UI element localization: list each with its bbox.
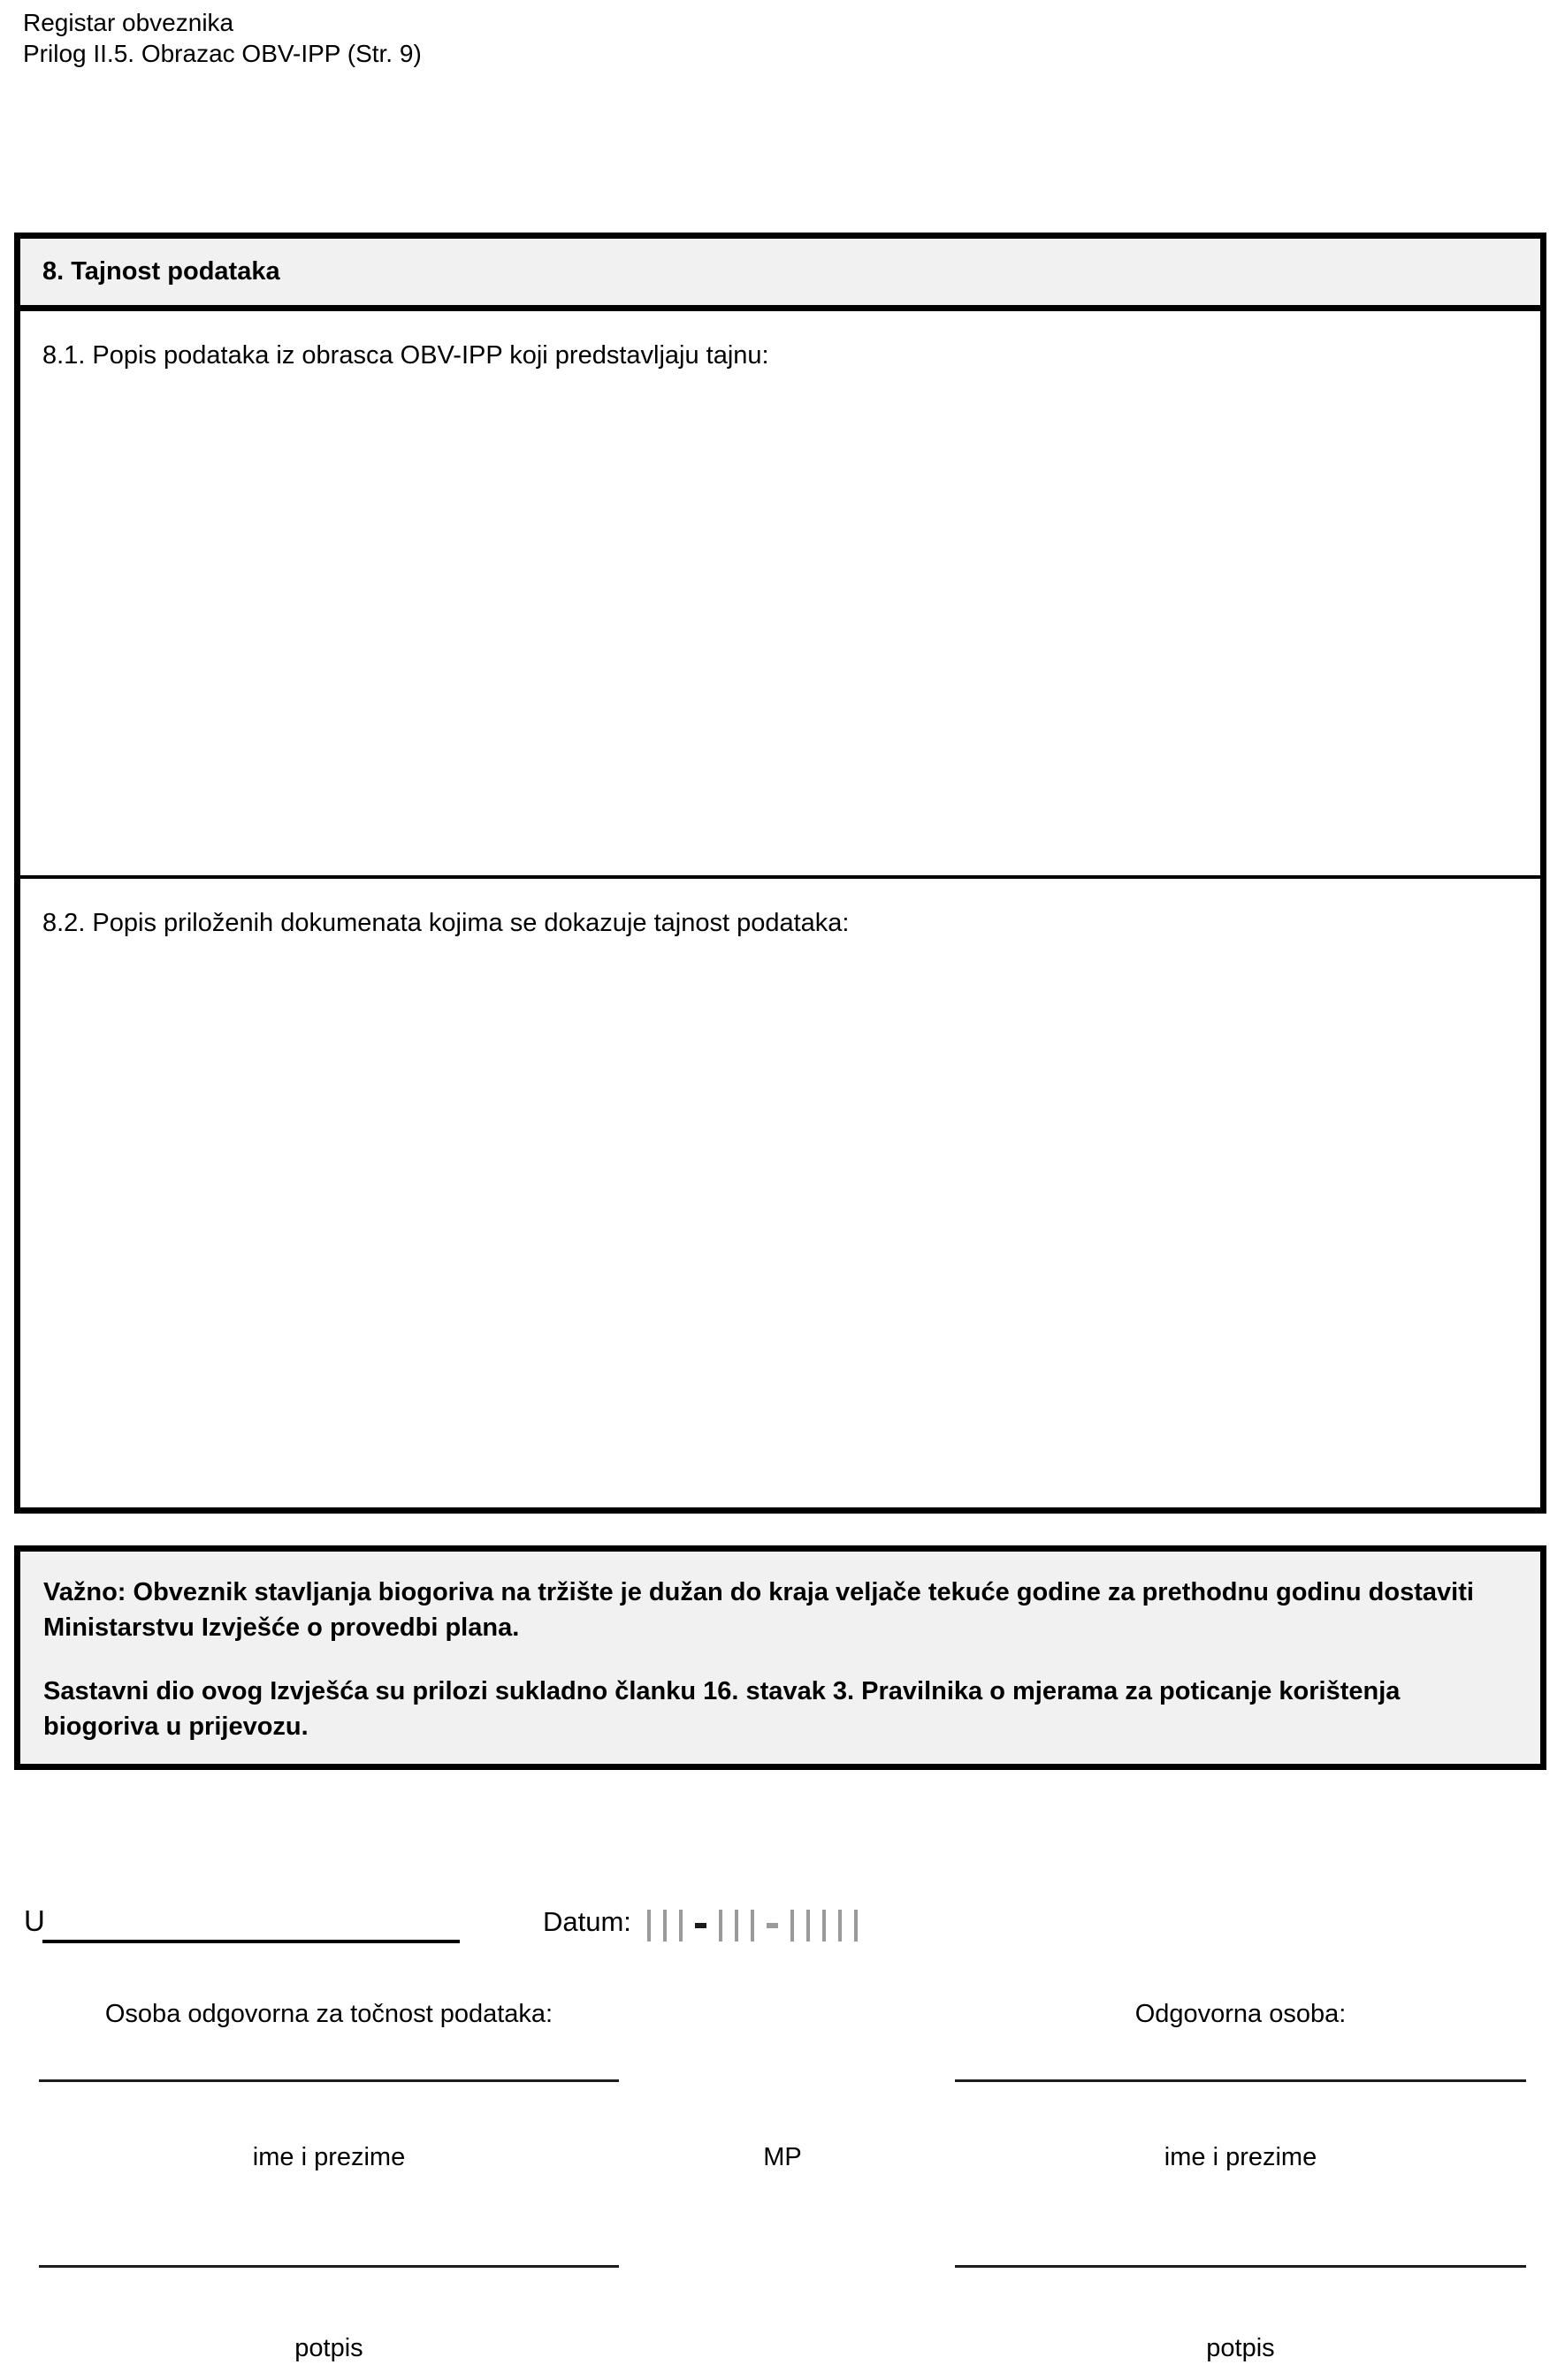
section-8-header (20, 239, 1540, 311)
right-name-label: ime i prezime (1164, 2143, 1317, 2171)
date-cell-bar (647, 1910, 651, 1941)
date-cell-bar (790, 1910, 794, 1941)
stamp-label: MP (763, 2143, 802, 2171)
notice-paragraph-1: Važno: Obveznik stavljanja biogoriva na tržište je dužan do kraja veljače tekuće godine za prethodnu godinu dostaviti Ministarstvu Izvješće o provedbi plana. (43, 1578, 1474, 1642)
date-dash (695, 1923, 706, 1928)
right-signature-line[interactable] (955, 2265, 1526, 2268)
left-signature-line[interactable] (39, 2265, 619, 2268)
right-signature-label: potpis (1206, 2334, 1275, 2362)
important-notice-box (14, 1545, 1546, 1770)
field-8-1-area[interactable] (20, 311, 1540, 875)
field-8-2-label: 8.2. Popis priloženih dokumenata kojima se dokazuje tajnost podataka: (42, 909, 850, 937)
field-8-1-label: 8.1. Popis podataka iz obrasca OBV-IPP koji predstavljaju tajnu: (42, 341, 769, 370)
field-8-2-area[interactable] (20, 875, 1540, 1507)
left-name-label: ime i prezime (252, 2143, 406, 2171)
date-field[interactable] (647, 1908, 858, 1943)
right-name-line[interactable] (955, 2079, 1526, 2082)
date-cell-bar (663, 1910, 667, 1941)
date-cell-bar (735, 1910, 738, 1941)
header-line-annex: Prilog II.5. Obrazac OBV-IPP (Str. 9) (23, 40, 422, 67)
date-cell-bar (751, 1910, 754, 1941)
notice-paragraph-2: Sastavni dio ovog Izvješća su prilozi sukladno članku 16. stavak 3. Pravilnika o mjerama za poticanje korištenja biogoriva u prijevozu. (43, 1677, 1401, 1741)
left-name-line[interactable] (39, 2079, 619, 2082)
date-cell-bar (719, 1910, 722, 1941)
date-cell-bar (854, 1910, 858, 1941)
left-signatory-heading: Osoba odgovorna za točnost podataka: (104, 2000, 553, 2028)
date-cell-bar (838, 1910, 842, 1941)
date-dash (767, 1923, 778, 1928)
header-line-registry: Registar obveznika (23, 9, 234, 36)
section-8-title: 8. Tajnost podataka (42, 257, 280, 286)
document-header (23, 7, 422, 69)
date-cell-bar (679, 1910, 683, 1941)
left-signature-label: potpis (294, 2334, 363, 2362)
right-signatory-heading: Odgovorna osoba: (1134, 2000, 1347, 2028)
date-label: Datum: (543, 1906, 631, 1937)
place-prefix-label: U (24, 1904, 45, 1937)
place-input-line[interactable] (42, 1940, 460, 1943)
date-cell-bar (806, 1910, 810, 1941)
section-8-box (14, 233, 1546, 1514)
date-cell-bar (822, 1910, 826, 1941)
